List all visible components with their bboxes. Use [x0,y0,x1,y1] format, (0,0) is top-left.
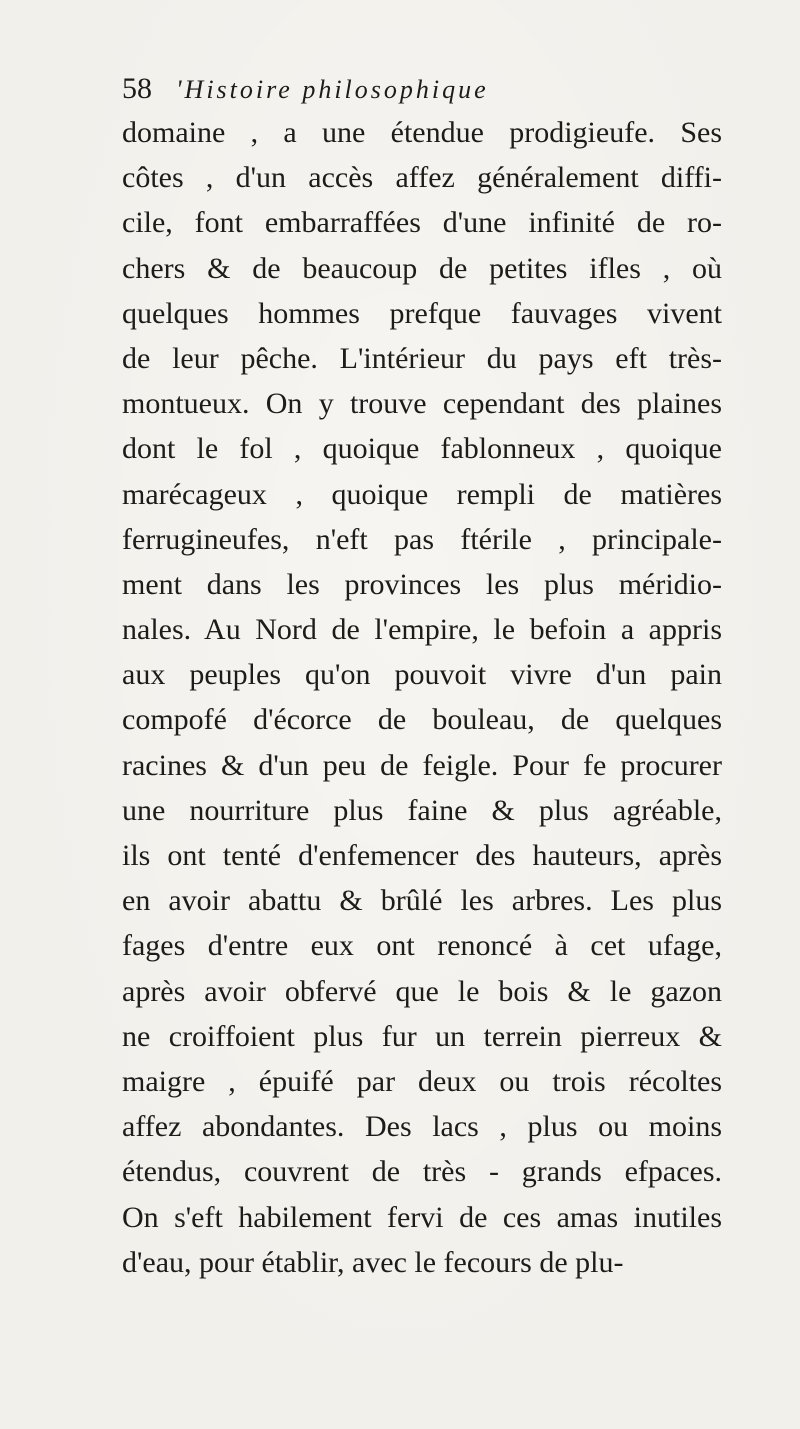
text-line: aux peuples qu'on pouvoit vivre d'un pain [122,658,722,692]
text-line: affez abondantes. Des lacs , plus ou moins [122,1110,722,1144]
body-text [122,110,722,1285]
text-line: marécageux , quoique rempli de matières [122,477,722,511]
text-line: une nourriture plus faine & plus agréable, [122,793,722,827]
running-head [122,72,722,112]
text-line: cile, font embarraffées d'une infinité de ro- [122,206,722,240]
page-number: 58 [122,72,152,105]
text-line: dont le fol , quoique fablonneux , quoique [122,432,722,466]
text-line: chers & de beaucoup de petites ifles , où [122,251,722,285]
text-line: en avoir abattu & brûlé les arbres. Les plus [122,884,722,918]
text-line: compofé d'écorce de bouleau, de quelques [122,703,722,737]
text-line: de leur pêche. L'intérieur du pays eft très- [122,341,722,375]
text-line: racines & d'un peu de feigle. Pour fe procurer [122,748,722,782]
text-line: côtes , d'un accès affez généralement diffi- [122,161,722,195]
text-line: montueux. On y trouve cependant des plaines [122,387,722,421]
text-line: ils ont tenté d'enfemencer des hauteurs, après [122,839,722,872]
text-line: après avoir obfervé que le bois & le gazon [122,974,722,1008]
text-line: quelques hommes prefque fauvages vivent [122,296,722,330]
text-line: maigre , épuifé par deux ou trois récoltes [122,1064,722,1098]
text-line: ne croiffoient plus fur un terrein pierreux & [122,1019,722,1053]
text-line: On s'eft habilement fervi de ces amas inutiles [122,1200,722,1234]
text-line: ment dans les provinces les plus méridio- [122,567,722,601]
text-line: domaine , a une étendue prodigieufe. Ses [122,116,722,149]
text-line: nales. Au Nord de l'empire, le befoin a appris [122,613,722,647]
text-line: ferrugineufes, n'eft pas ftérile , principale- [122,522,722,556]
running-head-title: 'Histoire philosophique [176,75,489,104]
text-line: fages d'entre eux ont renoncé à cet ufage, [122,929,722,963]
text-line: étendus, couvrent de très - grands efpaces. [122,1155,722,1189]
text-line: d'eau, pour établir, avec le fecours de plu- [122,1245,624,1279]
